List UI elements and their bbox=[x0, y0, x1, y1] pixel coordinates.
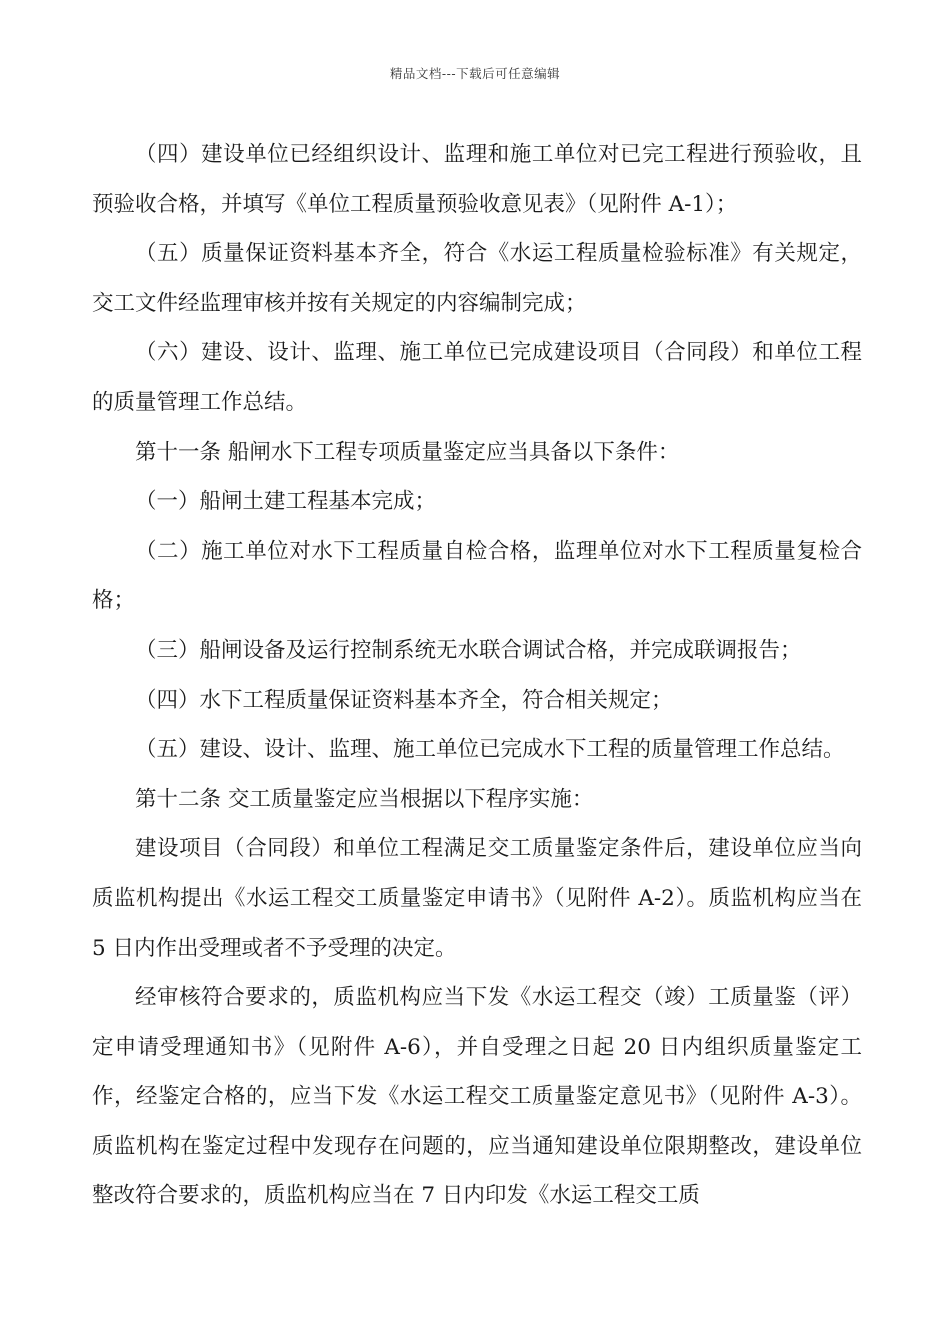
article-11-heading: 第十一条 船闸水下工程专项质量鉴定应当具备以下条件： bbox=[135, 439, 680, 465]
paragraph-6: （六）建设、设计、监理、施工单位已完成建设项目（合同段）和单位工程的质量管理工作总结。 bbox=[92, 340, 862, 415]
article-11-item-5: （五）建设、设计、监理、施工单位已完成水下工程的质量管理工作总结。 bbox=[135, 737, 845, 763]
article-12-heading: 第十二条 交工质量鉴定应当根据以下程序实施： bbox=[135, 786, 594, 812]
document-body bbox=[92, 130, 862, 1221]
paragraph-5: （五）质量保证资料基本齐全，符合《水运工程质量检验标准》有关规定，交工文件经监理审核并按有关规定的内容编制完成； bbox=[92, 241, 862, 316]
article-11-item-1: （一）船闸土建工程基本完成； bbox=[135, 489, 437, 515]
paragraph-4: （四）建设单位已经组织设计、监理和施工单位对已完工程进行预验收，且预验收合格，并填写《单位工程质量预验收意见表》（见附件 A-1）； bbox=[92, 142, 862, 217]
article-11-item-3: （三）船闸设备及运行控制系统无水联合调试合格，并完成联调报告； bbox=[135, 637, 802, 663]
article-11-item-2: （二）施工单位对水下工程质量自检合格，监理单位对水下工程质量复检合格； bbox=[92, 538, 862, 614]
article-12-paragraph-2: 经审核符合要求的，质监机构应当下发《水运工程交（竣）工质量鉴（评）定申请受理通知书》（见附件 A-6），并自受理之日起 20 日内组织质量鉴定工作，经鉴定合格的，应当下发《水运工程交工质量鉴定意见书》（见附件 A-3）。质监机构在鉴定过程中发现存在问题的，应当通知建设单位限期整改，建设单位整改符合要求的，质监机构应当在 7 日内印发《水运工程交工质 bbox=[92, 985, 862, 1209]
article-11-item-4: （四）水下工程质量保证资料基本齐全，符合相关规定； bbox=[135, 687, 673, 713]
page-header: 精品文档---下载后可任意编辑 bbox=[389, 66, 561, 81]
article-12-paragraph-1: 建设项目（合同段）和单位工程满足交工质量鉴定条件后，建设单位应当向质监机构提出《水运工程交工质量鉴定申请书》（见附件 A-2）。质监机构应当在 5 日内作出受理或者不予受理的决定。 bbox=[92, 836, 862, 961]
